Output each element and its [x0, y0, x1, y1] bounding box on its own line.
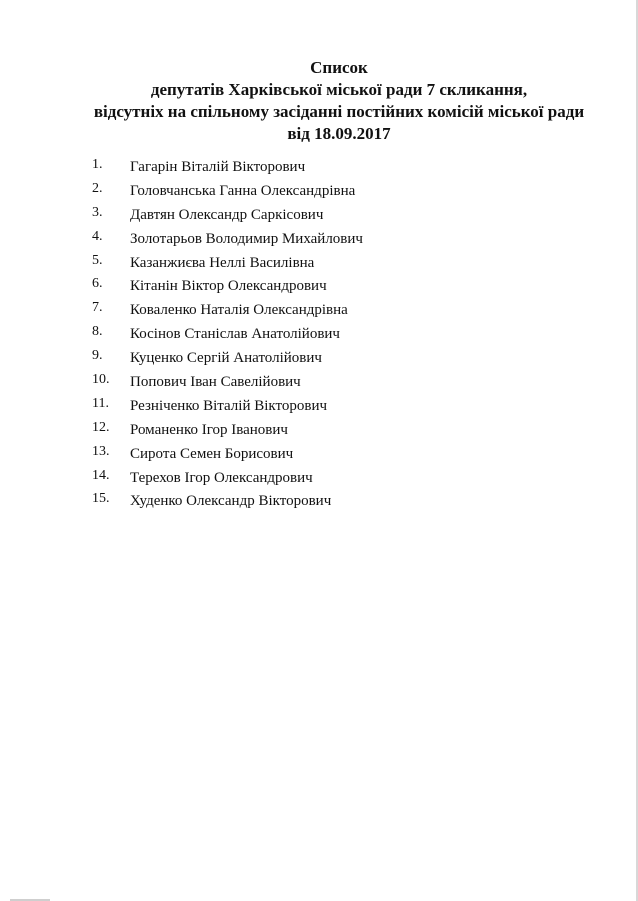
list-item-name: Терехов Ігор Олександрович: [130, 469, 313, 486]
list-item-name: Попович Іван Савелійович: [130, 374, 301, 391]
list-item-name: Куценко Сергій Анатолійович: [130, 350, 322, 367]
list-item-name: Романенко Ігор Іванович: [130, 421, 288, 438]
list-item-name: Гагарін Віталій Вікторович: [130, 159, 306, 175]
document-subtitle-line-1: депутатів Харківської міської ради 7 скликання,: [150, 80, 528, 99]
list-item-number: 2.: [92, 180, 103, 196]
list-item-name: Резніченко Віталій Вікторович: [130, 397, 328, 414]
document-header: [0, 57, 638, 145]
list-item-number: 12.: [92, 419, 110, 435]
list-item-number: 3.: [92, 204, 103, 220]
list-item-name: Коваленко Наталія Олександрівна: [130, 302, 348, 319]
list-item-name: Косінов Станіслав Анатолійович: [130, 326, 340, 343]
list-item: [92, 346, 592, 370]
list-item: [92, 466, 592, 490]
list-item-number: 9.: [92, 348, 103, 364]
list-item-name: Кітанін Віктор Олександрович: [130, 278, 327, 295]
list-item: [92, 370, 592, 394]
list-item: [92, 251, 592, 275]
list-item-number: 15.: [92, 491, 110, 507]
list-item-number: 5.: [92, 252, 103, 268]
list-item-number: 11.: [92, 395, 109, 411]
document-title: Список: [310, 58, 368, 77]
list-item: [92, 298, 592, 322]
list-item-number: 6.: [92, 276, 103, 292]
list-item: [92, 155, 592, 179]
list-item-number: 1.: [92, 157, 103, 172]
list-item: [92, 489, 592, 513]
document-date-line: від 18.09.2017: [287, 124, 391, 143]
list-item: [92, 274, 592, 298]
list-item: [92, 394, 592, 418]
list-item-name: Давтян Олександр Саркісович: [130, 206, 324, 223]
list-item: [92, 179, 592, 203]
list-item: [92, 203, 592, 227]
list-item-number: 8.: [92, 324, 103, 340]
list-item-number: 14.: [92, 467, 110, 483]
document-subtitle-line-2: відсутніх на спільному засіданні постійних комісій міської ради: [93, 102, 585, 121]
list-item-name: Сирота Семен Борисович: [130, 445, 294, 462]
list-item-name: Головчанська Ганна Олександрівна: [130, 182, 356, 199]
list-item: [92, 227, 592, 251]
list-item-name: Худенко Олександр Вікторович: [130, 493, 332, 510]
list-item: [92, 418, 592, 442]
list-item-number: 10.: [92, 372, 110, 388]
list-item: [92, 322, 592, 346]
list-item-number: 7.: [92, 300, 103, 316]
list-item-number: 13.: [92, 443, 110, 459]
list-item-name: Золотарьов Володимир Михайлович: [130, 230, 363, 247]
list-item-number: 4.: [92, 228, 103, 244]
deputies-list: [92, 155, 592, 513]
list-item: [92, 442, 592, 466]
list-item-name: Казанжиєва Неллі Василівна: [130, 254, 315, 271]
